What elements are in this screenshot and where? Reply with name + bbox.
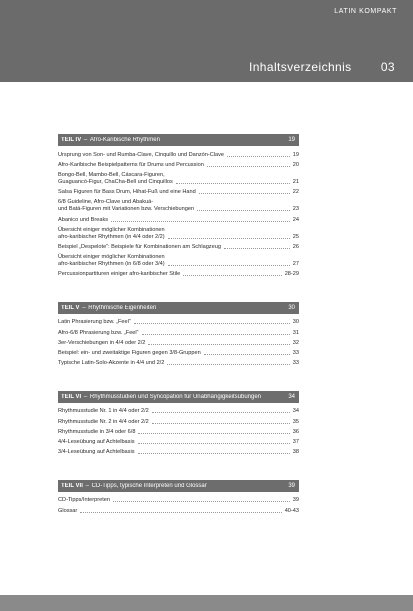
section-page: 19 xyxy=(288,137,295,143)
entry-page: 20 xyxy=(292,161,299,168)
entry-page: 40-43 xyxy=(284,507,299,514)
page-header xyxy=(0,0,413,82)
dot-leader xyxy=(167,364,289,365)
section-page: 39 xyxy=(288,482,295,489)
entry-page: 24 xyxy=(292,216,299,223)
dot-leader xyxy=(204,354,290,355)
toc-entry xyxy=(58,328,299,338)
dot-leader xyxy=(199,193,290,194)
toc-entry xyxy=(58,437,299,447)
entry-title: Ursprung von Son- und Rumba-Clave, Cinquillo und Danzón-Clave xyxy=(58,151,225,158)
entry-page: 22 xyxy=(292,189,299,196)
section-separator: – xyxy=(82,137,89,143)
entry-page: 27 xyxy=(292,261,299,268)
entry-page: 31 xyxy=(292,329,299,336)
entry-title: Latin Phrasierung bzw. „Feel“ xyxy=(58,319,131,326)
book-brand: LATIN KOMPAKT xyxy=(334,8,397,15)
dot-leader xyxy=(183,275,282,276)
entry-page: 21 xyxy=(292,178,299,185)
section-title: Afro-Karibische Rhythmen xyxy=(89,137,160,143)
entry-title: Abanico und Breaks xyxy=(58,216,109,223)
entry-page: 33 xyxy=(292,350,299,357)
dot-leader xyxy=(197,210,290,211)
toc-entry xyxy=(58,496,299,506)
toc-section xyxy=(58,134,299,280)
entry-title: 3/4-Leseübung auf Achtelbasis xyxy=(58,449,135,456)
entry-page: 33 xyxy=(292,360,299,367)
toc-entry xyxy=(58,150,299,160)
dot-leader xyxy=(138,443,290,444)
dot-leader xyxy=(152,412,290,413)
section-separator: – xyxy=(80,304,88,311)
entry-page: 38 xyxy=(292,449,299,456)
entry-title: Beispiel: ein- und zweitaktige Figuren gegen 3/8-Gruppen xyxy=(58,350,201,357)
entry-title: CD-Tipps/Interpreten xyxy=(58,497,111,504)
entry-title: Rhythmusstudie in 3/4 oder 6/8 xyxy=(58,428,136,435)
entry-title: Salsa Figuren für Bass Drum, Hihat-Fuß und eine Hand xyxy=(58,189,196,196)
section-number: TEIL V xyxy=(61,304,80,311)
toc-section xyxy=(58,302,299,369)
toc-entry xyxy=(58,506,299,516)
dot-leader xyxy=(168,265,290,266)
page-number: 03 xyxy=(380,60,395,74)
dot-leader xyxy=(224,248,290,249)
dot-leader xyxy=(111,221,290,222)
section-heading xyxy=(61,394,261,400)
entry-title: 3er-Verschiebungen in 4/4 oder 2/2 xyxy=(58,339,146,346)
entry-page: 23 xyxy=(292,206,299,213)
toc-entry xyxy=(58,242,299,252)
dot-leader xyxy=(138,433,289,434)
entry-title: Afro-6/8 Phrasierung bzw. „Feel“ xyxy=(58,329,139,336)
entry-title: 4/4-Leseübung auf Achtelbasis xyxy=(58,438,135,445)
section-number: TEIL VI xyxy=(61,393,82,400)
table-of-contents xyxy=(58,134,299,538)
entry-title: Bongo-Bell, Mambo-Bell, Cáscara-Figuren, Guaguancó-Figur, ChaCha-Bell und Cinquillos xyxy=(58,171,173,185)
section-page: 30 xyxy=(288,304,295,311)
dot-leader xyxy=(142,334,290,335)
entry-title: Percussionpartituren einiger afro-karibischer Stile xyxy=(58,271,181,278)
toc-entry xyxy=(58,188,299,198)
section-heading xyxy=(61,305,156,311)
entry-page: 19 xyxy=(292,151,299,158)
entry-title: Typische Latin-Solo-Akzente in 4/4 und 2/2 xyxy=(58,360,165,367)
entry-page: 37 xyxy=(292,438,299,445)
toc-entry xyxy=(58,348,299,358)
toc-entry xyxy=(58,448,299,458)
section-number: TEIL VII xyxy=(61,482,83,489)
dot-leader xyxy=(80,512,281,513)
section-number: TEIL IV xyxy=(61,137,82,143)
page-footer-band xyxy=(0,595,413,611)
section-heading xyxy=(61,483,207,489)
entry-page: 34 xyxy=(292,408,299,415)
section-header xyxy=(58,302,299,314)
toc-entry xyxy=(58,407,299,417)
toc-entry xyxy=(58,318,299,328)
toc-entry xyxy=(58,215,299,225)
toc-entry xyxy=(58,160,299,170)
toc-entry xyxy=(58,170,299,187)
section-header xyxy=(58,134,299,146)
entry-title: Beispiel „Despelote“: Beispiele für Kombinationen am Schlagzeug xyxy=(58,243,221,250)
section-title: CD-Tipps, typische Interpreten und Glossar xyxy=(91,482,207,489)
entry-title: Übersicht einiger möglicher Kombinationen afro-karibischer Rhythmen (in 6/8 oder 3/4) xyxy=(58,254,165,268)
toc-entry xyxy=(58,359,299,369)
dot-leader xyxy=(134,323,290,324)
toc-entry xyxy=(58,270,299,280)
toc-section xyxy=(58,391,299,458)
dot-leader xyxy=(227,156,290,157)
entry-title: Rhythmusstudie Nr. 1 in 4/4 oder 2/2 xyxy=(58,408,149,415)
entry-page: 39 xyxy=(292,497,299,504)
section-separator: – xyxy=(83,482,91,489)
toc-entry xyxy=(58,198,299,215)
page-title: Inhaltsverzeichnis xyxy=(249,60,352,74)
entry-title: Afro-Karibische Beispielpatterns für Drums und Percussion xyxy=(58,161,204,168)
entry-title: 6/8 Guideline, Afro-Clave und Abakuá- und Batá-Figuren mit Variationen bzw. Verschiebungen xyxy=(58,199,195,213)
dot-leader xyxy=(152,423,290,424)
toc-entry xyxy=(58,225,299,242)
section-heading xyxy=(61,137,160,143)
entry-page: 35 xyxy=(292,418,299,425)
section-title: Rhythmische Eigenheiten xyxy=(88,304,157,311)
section-separator: – xyxy=(82,393,89,400)
entry-page: 30 xyxy=(292,319,299,326)
dot-leader xyxy=(168,238,290,239)
dot-leader xyxy=(138,453,290,454)
section-header xyxy=(58,480,299,492)
dot-leader xyxy=(113,501,290,502)
entry-title: Rhythmusstudie Nr. 2 in 4/4 oder 2/2 xyxy=(58,418,149,425)
entry-page: 25 xyxy=(292,233,299,240)
toc-entry xyxy=(58,253,299,270)
dot-leader xyxy=(148,344,289,345)
entry-title: Glossar xyxy=(58,507,78,514)
entry-page: 36 xyxy=(292,428,299,435)
toc-entry xyxy=(58,338,299,348)
section-title: Rhythmusstudien und Syncopation für Unabhängigkeitsübungen xyxy=(89,393,262,400)
entry-page: 26 xyxy=(292,243,299,250)
toc-entry xyxy=(58,427,299,437)
entry-title: Übersicht einiger möglicher Kombinationen afro-karibischer Rhythmen (in 4/4 oder 2/2) xyxy=(58,226,165,240)
dot-leader xyxy=(176,183,290,184)
entry-page: 28-29 xyxy=(284,271,299,278)
toc-entry xyxy=(58,417,299,427)
section-page: 34 xyxy=(288,393,295,400)
dot-leader xyxy=(207,166,290,167)
toc-section xyxy=(58,480,299,516)
section-header xyxy=(58,391,299,403)
entry-page: 32 xyxy=(292,339,299,346)
